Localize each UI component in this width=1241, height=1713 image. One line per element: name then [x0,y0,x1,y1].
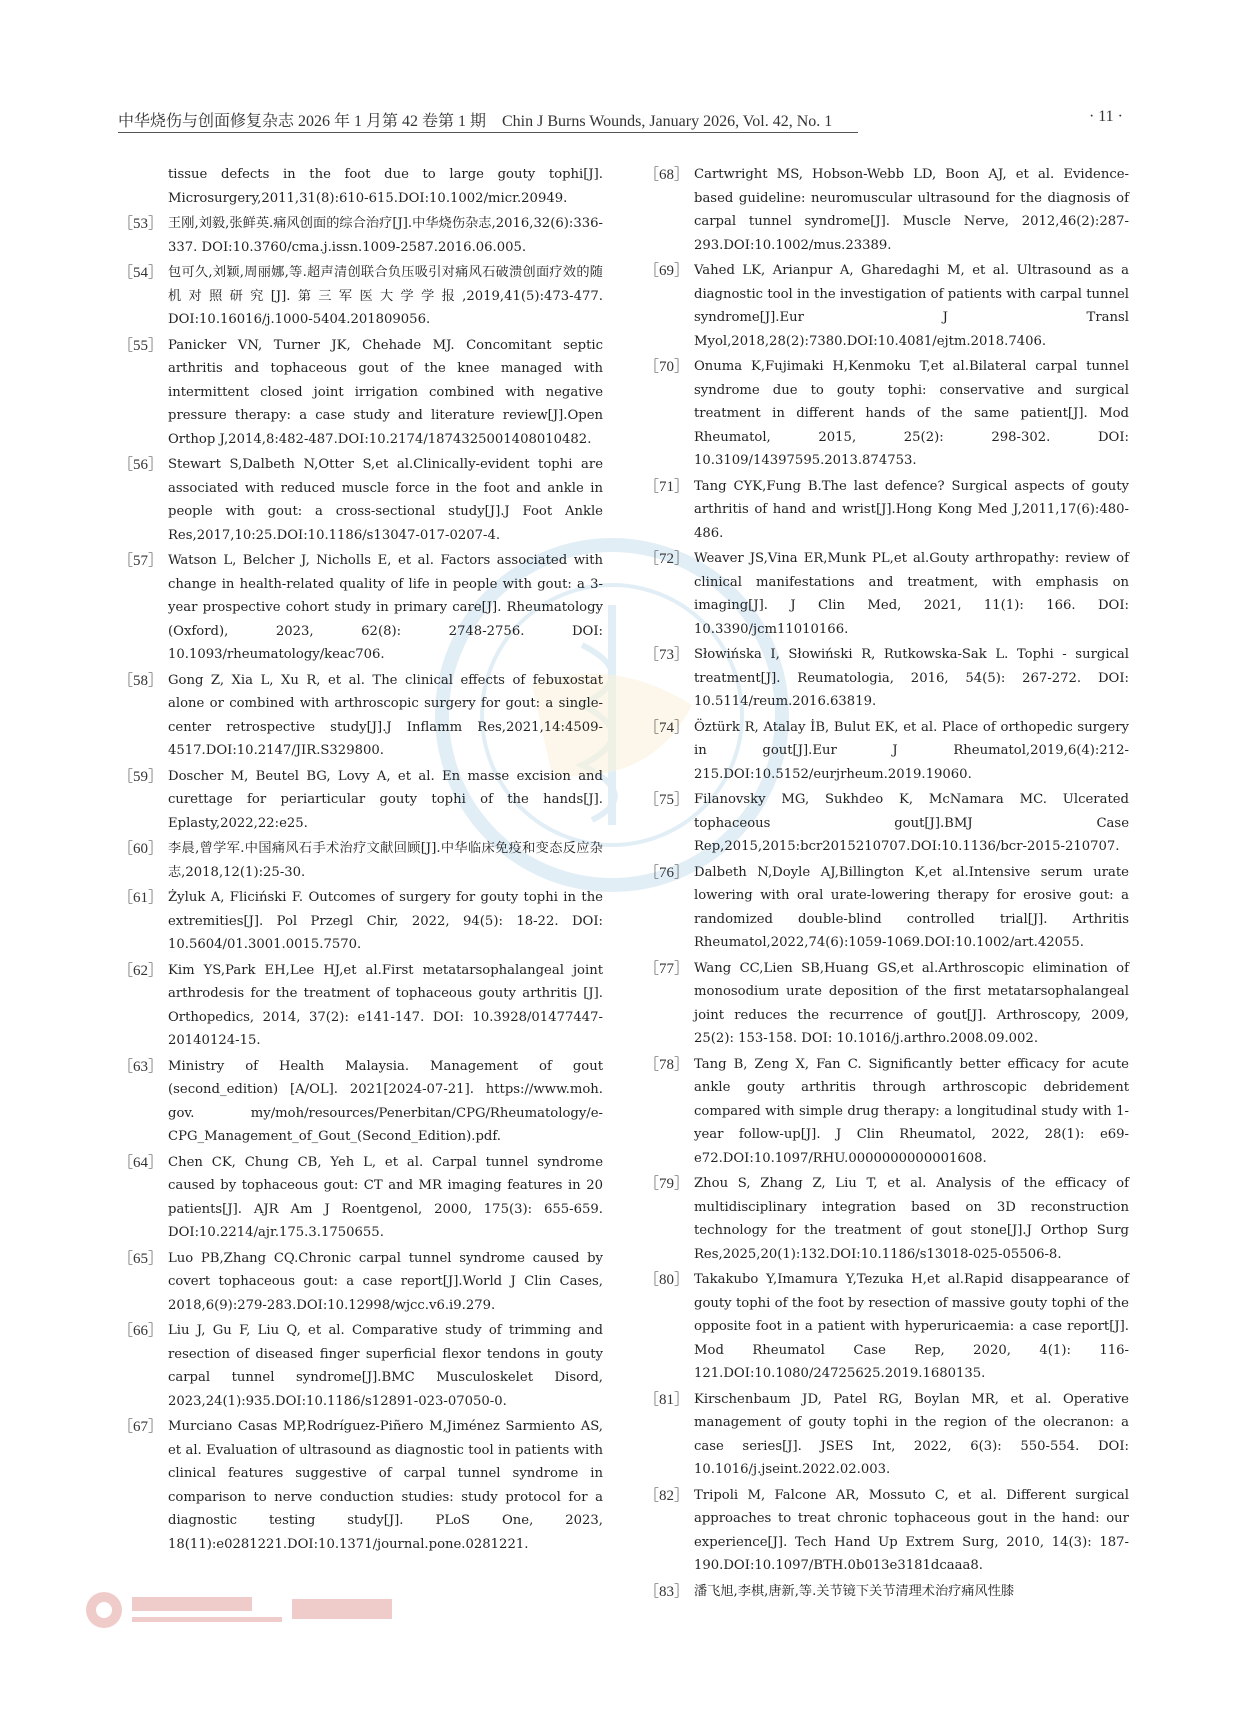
reference-text: Vahed LK, Arianpur A, Gharedaghi M, et al. Ultrasound as a diagnostic tool in the investigation of patients with carpal tunnel syndrome[J].Eur J Transl Myol,2018,28(2):7380.DOI:10.4081/ejtm.2018.7406. [694,263,1129,349]
reference-number: ［78］ [644,1056,690,1073]
reference-text: Kim YS,Park EH,Lee HJ,et al.First metatarsophalangeal joint arthrodesis for the treatment of tophaceous gouty arthritis [J]. Orthopedics, 2014, 37(2): e141-147. DOI: 10.3928/01477447-20140124-15. [168,962,603,1048]
reference-text: Luo PB,Zhang CQ.Chronic carpal tunnel syndrome caused by covert tophaceous gout: a case report[J].World J Clin Cases, 2018,6(9):279-283.DOI:10.12998/wjcc.v6.i9.279. [168,1250,603,1313]
reference-item [644,1268,1129,1386]
reference-item [644,716,1129,787]
reference-text: 李晨,曾学军.中国痛风石手术治疗文献回顾[J].中华临床免疫和变态反应杂志,2018,12(1):25-30. [168,841,603,880]
running-header [118,108,1123,134]
reference-text: Tang B, Zeng X, Fan C. Significantly better efficacy for acute ankle gouty arthritis through arthroscopic debridement compared with simple drug therapy: a longitudinal study with 1-year follow-up[J]. J Clin Rheumatol, 2022, 28(1): e69-e72.DOI:10.1097/RHU.0000000000001608. [694,1056,1129,1166]
reference-item [644,1580,1129,1604]
reference-number: ［62］ [118,962,164,979]
reference-item [118,1151,603,1245]
reference-item [118,669,603,763]
reference-text: 包可久,刘颖,周丽娜,等.超声清创联合负压吸引对痛风石破溃创面疗效的随机对照研究[J].第三军医大学学报,2019,41(5):473-477. DOI:10.16016/j.1000-5404.201809056. [168,265,603,327]
reference-number: ［73］ [644,647,690,663]
reference-item [644,1484,1129,1578]
reference-number: ［53］ [118,216,164,232]
reference-text: Liu J, Gu F, Liu Q, et al. Comparative study of trimming and resection of diseased finger superficial flexor tendons in gouty carpal tunnel syndrome[J].BMC Musculoskelet Disord, 2023,24(1):935.DOI:10.1186/s12891-023-07050-0. [168,1323,603,1409]
reference-text: Kirschenbaum JD, Patel RG, Boylan MR, et al. Operative management of gouty tophi in the region of the olecranon: a case series[J]. JSES Int, 2022, 6(3): 550-554. DOI: 10.1016/j.jseint.2022.02.003. [694,1391,1129,1477]
reference-item [644,259,1129,353]
reference-item [644,163,1129,257]
reference-text: Zhou S, Zhang Z, Liu T, et al. Analysis of the efficacy of multidisciplinary integration based on 3D reconstruction technology for the treatment of gout stone[J].J Orthop Surg Res,2025,20(1):132.DOI:10.1186/s13018-025-05506-8. [694,1176,1129,1262]
reference-number: ［57］ [118,553,164,569]
reference-text: Żyluk A, Fliciński F. Outcomes of surgery for gouty tophi in the extremities[J]. Pol Przegl Chir, 2022, 94(5): 18-22. DOI: 10.5604/01.3001.0015.7570. [168,890,603,952]
reference-number: ［74］ [644,719,690,736]
reference-text: Chen CK, Chung CB, Yeh L, et al. Carpal tunnel syndrome caused by tophaceous gout: CT and MR imaging features in 20 patients[J]. AJR Am J Roentgenol, 2000, 175(3): 655-659. DOI:10.2214/ajr.175.3.1750655. [168,1154,603,1240]
reference-text: 潘飞旭,李棋,唐新,等.关节镜下关节清理术治疗痛风性膝 [694,1583,1015,1599]
reference-item [644,1172,1129,1266]
reference-text: Cartwright MS, Hobson-Webb LD, Boon AJ, et al. Evidence-based guideline: neuromuscular ultrasound for the diagnosis of carpal tunnel syndrome[J]. Muscle Nerve, 2012,46(2):287-293.DOI:10.1002/mus.23389. [694,167,1129,253]
reference-text: Słowińska I, Słowiński R, Rutkowska-Sak L. Tophi - surgical treatment[J]. Reumatologia, 2016, 54(5): 267-272. DOI: 10.5114/reum.2016.63819. [694,647,1129,709]
reference-number: ［63］ [118,1058,164,1075]
reference-text: Dalbeth N,Doyle AJ,Billington K,et al.Intensive serum urate lowering with oral urate-lowering therapy for erosive gout: a randomized double-blind controlled trial[J]. Arthritis Rheumatol,2022,74(6):1059-1069.DOI:10.1002/art.42055. [694,864,1129,950]
reference-text: tissue defects in the foot due to large gouty tophi[J]. Microsurgery,2011,31(8):610-615.DOI:10.1002/micr.20949. [168,167,603,206]
reference-number: ［60］ [118,841,164,857]
reference-number: ［61］ [118,890,164,906]
reference-item [118,1319,603,1413]
header-rule [118,132,858,133]
reference-text: Tripoli M, Falcone AR, Mossuto C, et al. Different surgical approaches to treat chronic tophaceous gout in the hand: our experience[J]. Tech Hand Up Extrem Surg, 2010, 14(3): 187-190.DOI:10.1097/BTH.0b013e3181dcaaa8. [694,1487,1129,1573]
reference-item [644,355,1129,473]
reference-number: ［64］ [118,1154,164,1171]
reference-text: Onuma K,Fujimaki H,Kenmoku T,et al.Bilateral carpal tunnel syndrome due to gouty tophi: conservative and surgical treatment in different hands of the same patient[J]. Mod Rheumatol, 2015, 25(2): 298-302. DOI: 10.3109/14397595.2013.874753. [694,359,1129,468]
reference-number: ［83］ [644,1583,690,1600]
reference-number: ［72］ [644,551,690,567]
reference-text: Stewart S,Dalbeth N,Otter S,et al.Clinically-evident tophi are associated with reduced muscle force in the foot and ankle in people with gout: a cross-sectional study[J].J Foot Ankle Res,2017,10:25.DOI:10.1186/s13047-017-0207-4. [168,457,603,543]
reference-text: 王刚,刘毅,张鲜英.痛风创面的综合治疗[J].中华烧伤杂志,2016,32(6):336-337. DOI:10.3760/cma.j.issn.1009-2587.2016.06.005. [168,216,603,255]
reference-text: Panicker VN, Turner JK, Chehade MJ. Concomitant septic arthritis and tophaceous gout of the knee managed with intermittent closed joint irrigation combined with negative pressure therapy: a case study and literature review[J].Open Orthop J,2014,8:482-487.DOI:10.2174/1874325001408010482. [168,337,603,447]
reference-item [644,788,1129,859]
right-reference-column [644,163,1129,1605]
reference-item [644,475,1129,546]
reference-text: Tang CYK,Fung B.The last defence? Surgical aspects of gouty arthritis of hand and wrist[J].Hong Kong Med J,2011,17(6):480-486. [694,478,1129,541]
reference-number: ［66］ [118,1323,164,1339]
reference-text: Wang CC,Lien SB,Huang GS,et al.Arthroscopic elimination of monosodium urate deposition of the first metatarsophalangeal joint reduces the recurrence of gout[J]. Arthroscopy, 2009, 25(2): 153-158. DOI: 10.1016/j.arthro.2008.09.002. [694,960,1129,1046]
reference-item [118,334,603,452]
reference-item [118,453,603,547]
reference-item [118,886,603,957]
reference-number: ［80］ [644,1272,690,1288]
reference-item [118,1247,603,1318]
reference-text: Öztürk R, Atalay İB, Bulut EK, et al. Place of orthopedic surgery in gout[J].Eur J Rheumatol,2019,6(4):212-215.DOI:10.5152/eurjrheum.2019.19060. [694,719,1129,782]
reference-text: Gong Z, Xia L, Xu R, et al. The clinical effects of febuxostat alone or combined with arthroscopic surgery for gout: a single-center retrospective study[J].J Inflamm Res,2021,14:4509-4517.DOI:10.2147/JIR.S329800. [168,672,603,758]
reference-number: ［68］ [644,167,690,183]
reference-number: ［58］ [118,672,164,689]
reference-number: ［82］ [644,1487,690,1504]
reference-number: ［54］ [118,265,164,281]
publisher-logo-icon [82,1585,402,1635]
reference-text: Takakubo Y,Imamura Y,Tezuka H,et al.Rapid disappearance of gouty tophi of the foot by resection of massive gouty tophi of the opposite foot in a patient with hyperuricaemia: a case report[J]. Mod Rheumatol Case Rep, 2020, 4(1): 116-121.DOI:10.1080/24725625.2019.1680135. [694,1272,1129,1381]
reference-item [118,837,603,884]
reference-item [118,163,603,210]
reference-number: ［55］ [118,337,164,354]
reference-item [118,765,603,836]
journal-citation: 中华烧伤与创面修复杂志 2026 年 1 月第 42 卷第 1 期 Chin J Burns Wounds, January 2026, Vol. 42, No. 1 [118,113,833,130]
reference-text: Weaver JS,Vina ER,Munk PL,et al.Gouty arthropathy: review of clinical manifestations and treatment, with emphasis on imaging[J]. J Clin Med, 2021, 11(1): 166. DOI: 10.3390/jcm11010166. [694,551,1129,637]
reference-item [118,1055,603,1149]
reference-item [118,212,603,259]
reference-item [644,547,1129,641]
reference-item [118,1415,603,1556]
reference-text: Watson L, Belcher J, Nicholls E, et al. Factors associated with change in health-related quality of life in people with gout: a 3-year prospective cohort study in primary care[J]. Rheumatology (Oxford), 2023, 62(8): 2748-2756. DOI: 10.1093/rheumatology/keac706. [168,553,603,662]
reference-number: ［76］ [644,864,690,881]
reference-number: ［79］ [644,1176,690,1192]
reference-text: Doscher M, Beutel BG, Lovy A, et al. En masse excision and curettage for periarticular gouty tophi of the hands[J]. Eplasty,2022,22:e25. [168,768,603,831]
reference-number: ［75］ [644,792,690,808]
reference-text: Murciano Casas MP,Rodríguez-Piñero M,Jiménez Sarmiento AS, et al. Evaluation of ultrasound as diagnostic tool in patients with clinical features suggestive of carpal tunnel syndrome in comparison to nerve conduction studies: study protocol for a diagnostic testing study[J]. PLoS One, 2023, 18(11):e0281221.DOI:10.1371/journal.pone.0281221. [168,1419,603,1552]
left-reference-column [118,163,603,1558]
reference-number: ［65］ [118,1250,164,1267]
reference-item [118,959,603,1053]
reference-number: ［59］ [118,768,164,785]
reference-item [644,957,1129,1051]
reference-item [644,1388,1129,1482]
reference-item [644,1053,1129,1171]
reference-item [118,549,603,667]
reference-number: ［70］ [644,359,690,375]
page-number: · 11 · [1088,108,1123,125]
reference-item [118,261,603,332]
reference-number: ［67］ [118,1419,164,1435]
reference-number: ［56］ [118,457,164,473]
reference-item [644,861,1129,955]
reference-text: Filanovsky MG, Sukhdeo K, McNamara MC. Ulcerated tophaceous gout[J].BMJ Case Rep,2015,2015:bcr2015210707.DOI:10.1136/bcr-2015-210707. [694,792,1129,854]
reference-number: ［71］ [644,478,690,495]
reference-number: ［81］ [644,1391,690,1408]
reference-number: ［69］ [644,263,690,279]
reference-text: Ministry of Health Malaysia. Management of gout (second_edition) [A/OL]. 2021[2024-07-21]. https://www.moh. gov. my/moh/resources/Penerbitan/CPG/Rheumatology/e-CPG_Management_of_Gout_(Second_Edition).pdf. [168,1058,603,1144]
reference-item [644,643,1129,714]
reference-number: ［77］ [644,960,690,977]
